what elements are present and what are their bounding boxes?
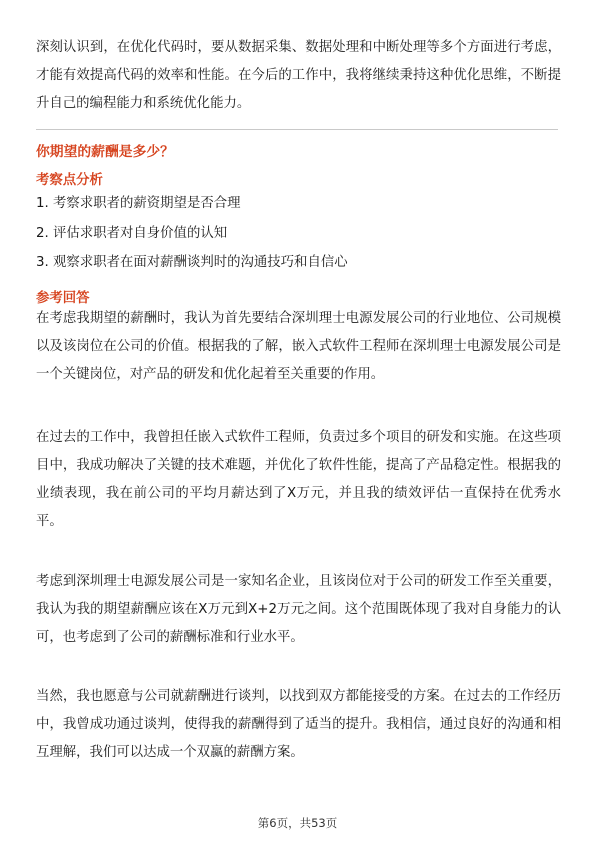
analysis-item: 2. 评估求职者对自身价值的认知 [36,226,228,241]
answer-heading: 参考回答 [36,291,90,306]
intro-paragraph: 深刻认识到，在优化代码时，要从数据采集、数据处理和中断处理等多个方面进行考虑，才能有效提高代码的效率和性能。在今后的工作中，我将继续秉持这种优化思维，不断提升自己的编程能力和系统优化能力。 [36,40,561,111]
page-number: 第6页，共53页 [257,816,338,830]
answer-paragraph: 考虑到深圳理士电源发展公司是一家知名企业，且该岗位对于公司的研发工作至关重要，我认为我的期望薪酬应该在X万元到X+2万元之间。这个范围既体现了我对自身能力的认可，也考虑到了公司的薪酬标准和行业水平。 [36,574,561,645]
answer-paragraph: 当然，我也愿意与公司就薪酬进行谈判，以找到双方都能接受的方案。在过去的工作经历中，我曾成功通过谈判，使得我的薪酬得到了适当的提升。我相信，通过良好的沟通和相互理解，我们可以达成一个双赢的薪酬方案。 [36,689,561,760]
section-divider [36,129,558,130]
answer-paragraph: 在考虑我期望的薪酬时，我认为首先要结合深圳理士电源发展公司的行业地位、公司规模以及该岗位在公司的价值。根据我的了解，嵌入式软件工程师在深圳理士电源发展公司是一个关键岗位，对产品的研发和优化起着至关重要的作用。 [36,311,561,382]
analysis-item: 3. 观察求职者在面对薪酬谈判时的沟通技巧和自信心 [36,255,348,270]
analysis-item: 1. 考察求职者的薪资期望是否合理 [36,196,241,211]
question-title: 你期望的薪酬是多少？ [36,144,174,160]
analysis-heading: 考察点分析 [36,173,103,188]
answer-paragraph: 在过去的工作中，我曾担任嵌入式软件工程师，负责过多个项目的研发和实施。在这些项目中，我成功解决了关键的技术难题，并优化了软件性能，提高了产品稳定性。根据我的业绩表现，我在前公司的平均月薪达到了X万元，并且我的绩效评估一直保持在优秀水平。 [36,430,561,529]
